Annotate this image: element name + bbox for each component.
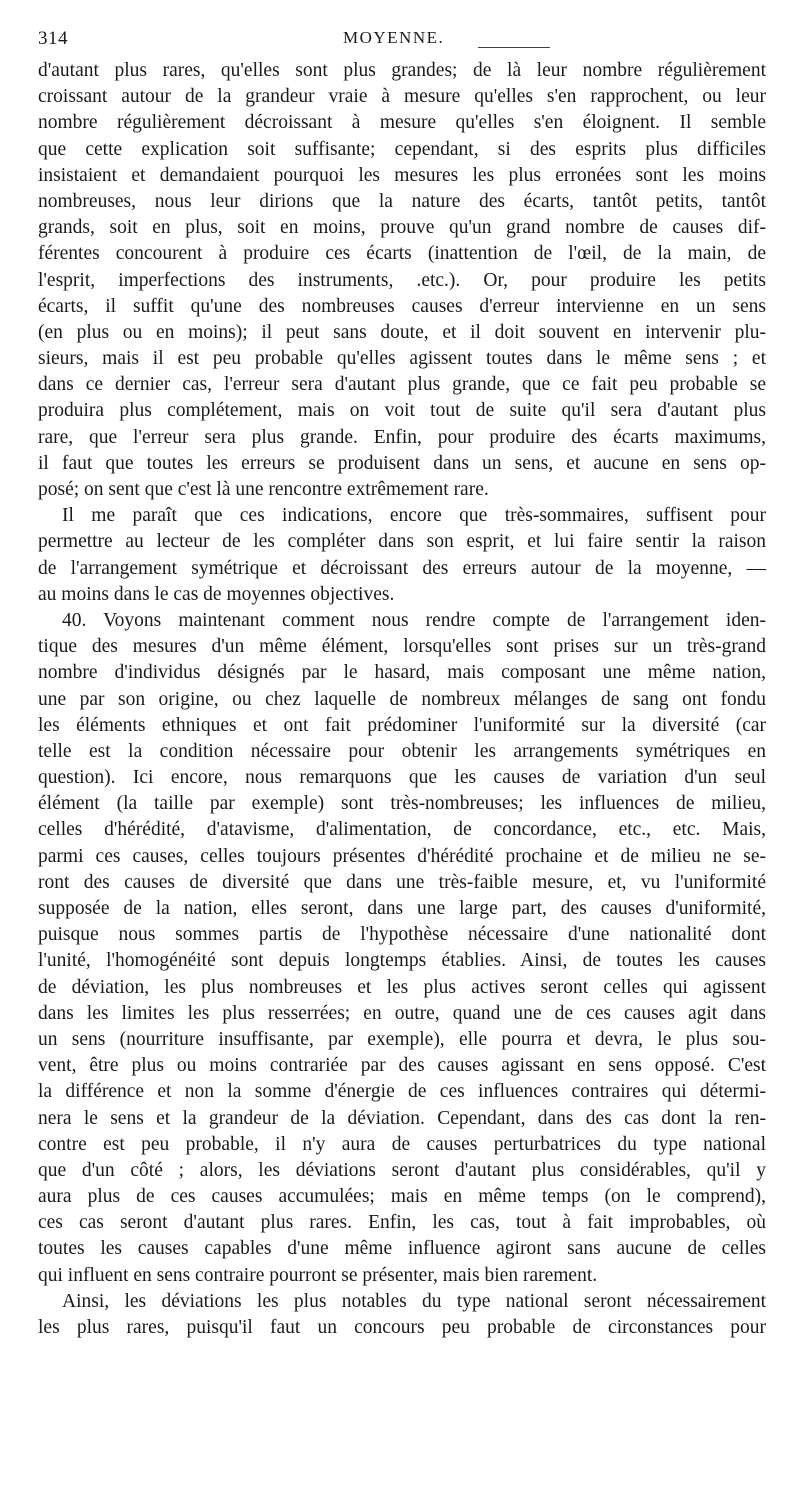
text-line: nera le sens et la grandeur de la déviation. Cependant, dans des cas dont la ren- bbox=[38, 1107, 766, 1129]
text-line: que cette explication soit suffisante; cependant, si des esprits plus difficiles bbox=[38, 138, 766, 160]
text-line: écarts, il suffit qu'une des nombreuses causes d'erreur intervienne en un sens bbox=[38, 295, 766, 317]
text-line: parmi ces causes, celles toujours présentes d'hérédité prochaine et de milieu ne se- bbox=[38, 845, 766, 867]
paragraph-start: Il me paraît que ces indications, encore que très-sommaires, suffisent pour bbox=[62, 505, 766, 527]
text-line: ront des causes de diversité que dans une très-faible mesure, et, vu l'uniformité bbox=[38, 871, 766, 893]
text-line: au moins dans le cas de moyennes objectives. bbox=[38, 583, 395, 605]
text-line: ces cas seront d'autant plus rares. Enfin, les cas, tout à fait improbables, où bbox=[38, 1212, 766, 1234]
text-line: que d'un côté ; alors, les déviations seront d'autant plus considérables, qu'il y bbox=[38, 1159, 766, 1181]
text-line: aura plus de ces causes accumulées; mais en même temps (on le comprend), bbox=[38, 1186, 766, 1208]
paragraph-start: Ainsi, les déviations les plus notables du type national seront nécessairement bbox=[62, 1290, 766, 1312]
text-line: celles d'hérédité, d'atavisme, d'alimentation, de concordance, etc., etc. Mais, bbox=[38, 819, 766, 841]
text-line: contre est peu probable, il n'y aura de causes perturbatrices du type national bbox=[38, 1133, 766, 1155]
text-line: insistaient et demandaient pourquoi les mesures les plus erronées sont les moins bbox=[38, 164, 766, 186]
text-line: toutes les causes capables d'une même influence agiront sans aucune de celles bbox=[38, 1238, 766, 1260]
text-line: question). Ici encore, nous remarquons que les causes de variation d'un seul bbox=[38, 767, 766, 789]
text-line: de déviation, les plus nombreuses et les plus actives seront celles qui agissent bbox=[38, 976, 766, 998]
text-line: qui influent en sens contraire pourront se présenter, mais bien rarement. bbox=[38, 1264, 598, 1286]
text-line: les éléments ethniques et ont fait prédominer l'uniformité sur la diversité (car bbox=[38, 714, 766, 736]
text-line: grands, soit en plus, soit en moins, prouve qu'un grand nombre de causes dif- bbox=[38, 217, 766, 239]
text-line: telle est la condition nécessaire pour obtenir les arrangements symétriques en bbox=[38, 740, 766, 762]
text-line: l'esprit, imperfections des instruments, .etc.). Or, pour produire les petits bbox=[38, 269, 766, 291]
text-line: nombre d'individus désignés par le hasard, mais composant une même nation, bbox=[38, 662, 766, 684]
page-number: 314 bbox=[38, 28, 68, 49]
header-rule bbox=[478, 47, 550, 48]
text-line: dans les limites les plus resserrées; en outre, quand une de ces causes agit dans bbox=[38, 1002, 766, 1024]
text-line: élément (la taille par exemple) sont très-nombreuses; les influences de milieu, bbox=[38, 793, 766, 815]
running-title: MOYENNE. bbox=[343, 28, 445, 47]
text-line: la différence et non la somme d'énergie de ces influences contraires qui détermi- bbox=[38, 1081, 766, 1103]
paragraph-start: 40. Voyons maintenant comment nous rendre compte de l'arrangement iden- bbox=[62, 609, 766, 631]
text-line: vent, être plus ou moins contrariée par des causes agissant en sens opposé. C'est bbox=[38, 1055, 766, 1077]
text-line: les plus rares, puisqu'il faut un concours peu probable de circonstances pour bbox=[38, 1317, 766, 1338]
text-line: supposée de la nation, elles seront, dans une large part, des causes d'uniformité, bbox=[38, 898, 766, 919]
text-line: puisque nous sommes partis de l'hypothèse nécessaire d'une nationalité dont bbox=[38, 924, 766, 946]
text-line: un sens (nourriture insuffisante, par exemple), elle pourra et devra, le plus sou- bbox=[38, 1028, 766, 1050]
text-line: d'autant plus rares, qu'elles sont plus grandes; de là leur nombre régulièrement bbox=[38, 60, 766, 81]
text-line: sieurs, mais il est peu probable qu'elles agissent toutes dans le même sens ; et bbox=[38, 348, 766, 370]
text-line: l'unité, l'homogénéité sont depuis longtemps établies. Ainsi, de toutes les causes bbox=[38, 950, 766, 972]
text-line: rare, que l'erreur sera plus grande. Enfin, pour produire des écarts maximums, bbox=[38, 426, 766, 448]
text-line: permettre au lecteur de les compléter dans son esprit, et lui faire sentir la raison bbox=[38, 531, 766, 553]
text-line: férentes concourent à produire ces écarts (inattention de l'œil, de la main, de bbox=[38, 243, 766, 265]
text-line: croissant autour de la grandeur vraie à mesure qu'elles s'en rapprochent, ou leur bbox=[38, 86, 766, 108]
text-line: tique des mesures d'un même élément, lorsqu'elles sont prises sur un très-grand bbox=[38, 636, 766, 658]
body-text bbox=[38, 58, 766, 1341]
text-line: (en plus ou en moins); il peut sans doute, et il doit souvent en intervenir plu- bbox=[38, 321, 766, 343]
text-line: dans ce dernier cas, l'erreur sera d'autant plus grande, que ce fait peu probable se bbox=[38, 374, 766, 396]
text-line: une par son origine, ou chez laquelle de nombreux mélanges de sang ont fondu bbox=[38, 688, 766, 710]
page-header bbox=[38, 28, 766, 54]
text-line: produira plus complétement, mais on voit tout de suite qu'il sera d'autant plus bbox=[38, 400, 766, 422]
text-line: nombreuses, nous leur dirions que la nature des écarts, tantôt petits, tantôt bbox=[38, 190, 766, 212]
text-line: il faut que toutes les erreurs se produisent dans un sens, et aucune en sens op- bbox=[38, 452, 766, 474]
text-line: de l'arrangement symétrique et décroissant des erreurs autour de la moyenne, — bbox=[38, 557, 766, 579]
text-line: posé; on sent que c'est là une rencontre extrêmement rare. bbox=[38, 479, 489, 500]
text-line: nombre régulièrement décroissant à mesure qu'elles s'en éloignent. Il semble bbox=[38, 112, 766, 134]
